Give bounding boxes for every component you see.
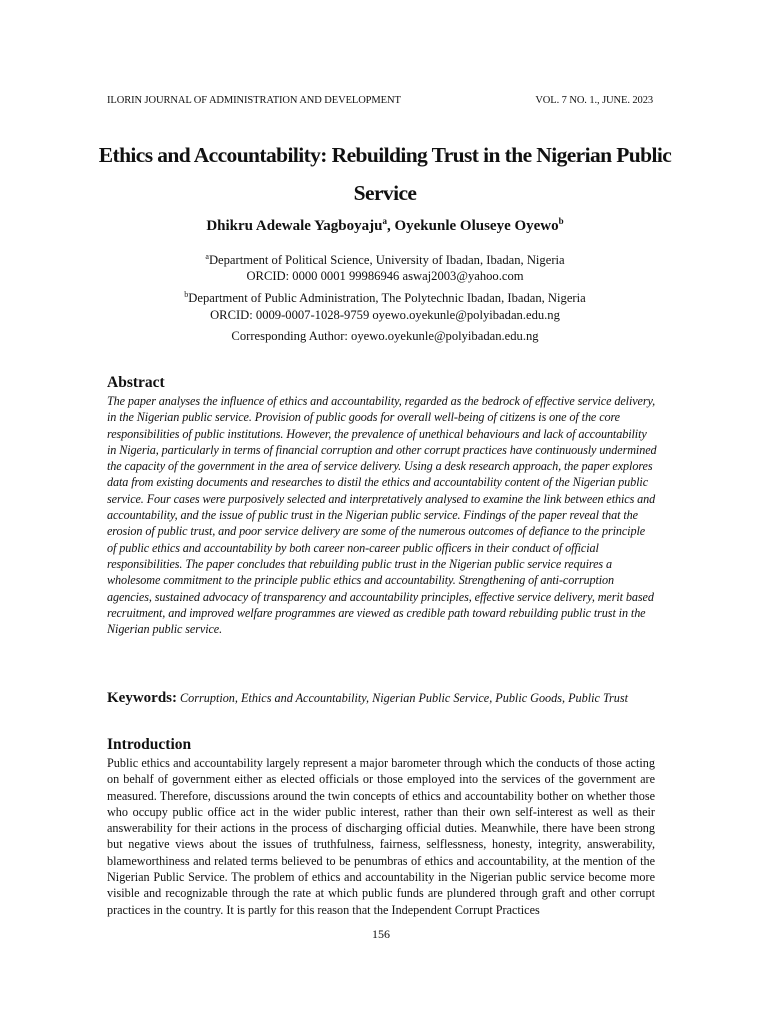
author-name: Oyekunle Oluseye Oyewo	[394, 218, 559, 234]
abstract-heading: Abstract	[107, 374, 165, 391]
author-affil-mark: b	[558, 216, 564, 226]
affiliation-b-orcid: ORCID: 0009-0007-1028-9759 oyewo.oyekunle@polyibadan.edu.ng	[210, 308, 560, 322]
author-separator: ,	[386, 218, 395, 234]
keywords	[107, 689, 657, 707]
page-number: 156	[372, 927, 390, 941]
affil-mark: a	[205, 252, 209, 261]
author-list	[60, 216, 710, 235]
keywords-label: Keywords:	[107, 690, 177, 706]
introduction-heading: Introduction	[107, 736, 192, 753]
volume-info: VOL. 7 NO. 1., JUNE. 2023	[535, 95, 653, 106]
running-head	[107, 95, 653, 106]
affiliation-b	[60, 287, 710, 306]
keywords-text: Corruption, Ethics and Accountability, Nigerian Public Service, Public Goods, Public Trust	[177, 691, 629, 705]
corresponding-author: Corresponding Author: oyewo.oyekunle@polyibadan.edu.ng	[231, 329, 539, 343]
author-name: Dhikru Adewale Yagboyaju	[206, 218, 383, 234]
affiliation-a	[60, 249, 710, 268]
affil-dept: Department of Public Administration, The Polytechnic Ibadan, Ibadan, Nigeria	[188, 291, 586, 306]
affiliation-a-orcid: ORCID: 0000 0001 99986946 aswaj2003@yahoo.com	[246, 269, 524, 283]
affil-dept: Department of Political Science, University of Ibadan, Ibadan, Nigeria	[208, 253, 565, 268]
paper-title: Ethics and Accountability: Rebuilding Trust in the Nigerian Public Service	[98, 143, 672, 205]
abstract-body: The paper analyses the influence of ethics and accountability, regarded as the bedrock of effective service delivery, in the Nigerian public service. Provision of public goods for overall well-being of citizens is one of the core responsibilities of public institutions. However, the prevalence of unethical behaviours and lack of accountability in Nigeria, particularly in terms of financial corruption and other corrupt practices have continuously undermined the capacity of the government in the area of service delivery. Using a desk research approach, the paper explores data from existing documents and researches to distil the ethics and accountability content of the Nigerian public service. Four cases were purposively selected and interpretatively analysed to examine the link between ethics and accountability, and the issue of public trust in the Nigerian public service. Findings of the paper reveal that the erosion of public trust, and poor service delivery are some of the numerous outcomes of defiance to the principle of public ethics and accountability by both career non-career public officers in their conduct of official responsibilities. The paper concludes that rebuilding public trust in the Nigerian public service requires a wholesome commitment to the principle public ethics and accountability. Strengthening of anti-corruption agencies, sustained advocacy of transparency and accountability principles, effective service delivery, merit based recruitment, and improved welfare programmes are viewed as credible path toward rebuilding public trust in the Nigerian public service.	[107, 394, 657, 637]
journal-name: ILORIN JOURNAL OF ADMINISTRATION AND DEVELOPMENT	[107, 95, 401, 106]
introduction-body: Public ethics and accountability largely represent a major barometer through which the conducts of those acting on behalf of government either as elected officials or those employed into the services of the government are measured. Therefore, discussions around the twin concepts of ethics and accountability bother on whether those who occupy public office act in the wider public interest, rather than their own self-interest as well as their answerability for their actions in the process of discharging official duties. Meanwhile, there have been strong but negative views about the issues of truthfulness, fairness, selflessness, honesty, integrity, answerability, blameworthiness and related terms believed to be penumbras of ethics and accountability, at the mention of the Nigerian Public Service. The problem of ethics and accountability in the Nigerian public service become more visible and recognizable through the rate at which public funds are plundered through graft and other corrupt practices in the country. It is partly for this reason that the Independent Corrupt Practices	[107, 756, 655, 917]
affil-mark: b	[184, 290, 189, 299]
author-affil-mark: a	[382, 216, 387, 226]
